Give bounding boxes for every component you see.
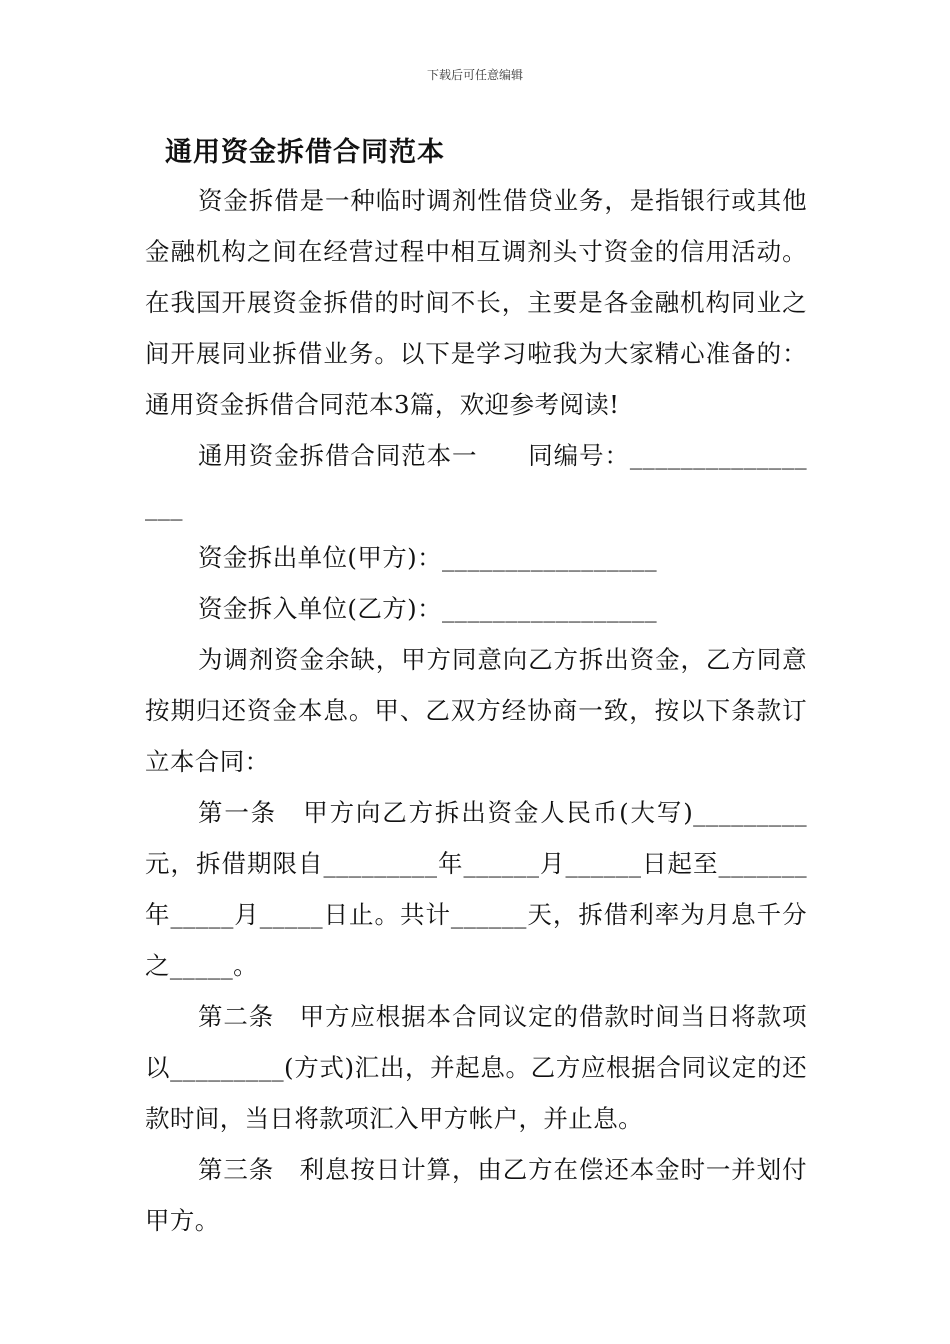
preamble-paragraph: 为调剂资金余缺，甲方同意向乙方拆出资金，乙方同意按期归还资金本息。甲、乙双方经协商一致，按以下条款订立本合同： (145, 645, 807, 776)
article-1: 第一条 甲方向乙方拆出资金人民币(大写)_________元，拆借期限自_________年______月______日起至_______年_____月_____日止。共计______天，拆借利率为月息千分之_____。 (145, 798, 807, 980)
contract-number-line: 通用资金拆借合同范本一 同编号：_________________ (145, 441, 807, 521)
article-2: 第二条 甲方应根据本合同议定的借款时间当日将款项以_________(方式)汇出，并起息。乙方应根据合同议定的还款时间，当日将款项汇入甲方帐户，并止息。 (145, 1002, 807, 1133)
intro-paragraph: 资金拆借是一种临时调剂性借贷业务，是指银行或其他金融机构之间在经营过程中相互调剂头寸资金的信用活动。在我国开展资金拆借的时间不长，主要是各金融机构同业之间开展同业拆借业务。以下是学习啦我为大家精心准备的：通用资金拆借合同范本3篇，欢迎参考阅读! (145, 186, 807, 419)
borrower-line: 资金拆入单位(乙方)：_________________ (198, 594, 658, 623)
article-3: 第三条 利息按日计算，由乙方在偿还本金时一并划付甲方。 (145, 1155, 807, 1235)
page-header-note: 下载后可任意编辑 (426, 68, 523, 82)
document-title: 通用资金拆借合同范本 (165, 137, 445, 168)
document-body (145, 175, 807, 1246)
lender-line: 资金拆出单位(甲方)：_________________ (198, 543, 658, 572)
